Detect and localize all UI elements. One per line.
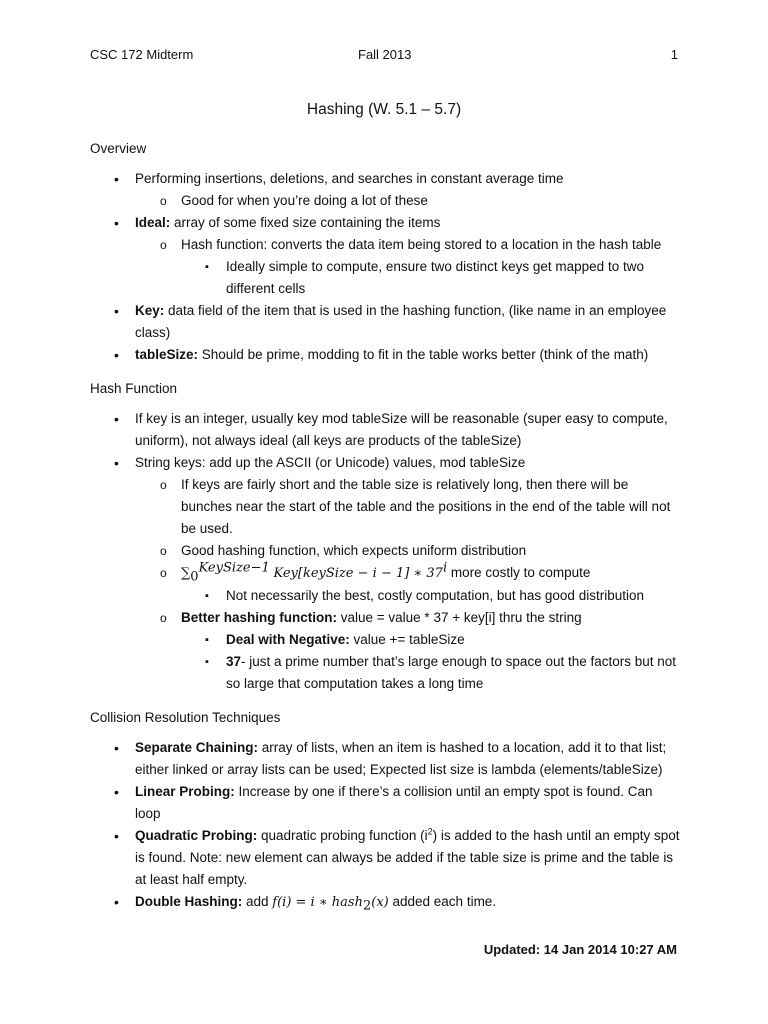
sum-body: Key[keySize − i − 1] ∗ 37 [273, 566, 443, 581]
list-item-text: String keys: add up the ASCII (or Unicode) values, mod tableSize [135, 455, 526, 470]
section-heading-overview: Overview [90, 141, 147, 156]
overview-list [90, 168, 680, 366]
list-item-text: Ideally simple to compute, ensure two distinct keys get mapped to two different cells [226, 259, 644, 296]
list-item-text: more costly to compute [447, 565, 591, 580]
list-item-text: - just a prime number that’s large enough to space out the factors but not so large that computation takes a long time [226, 654, 677, 691]
list-item-text: Good hashing function, which expects uniform distribution [181, 543, 527, 558]
list-item [90, 344, 680, 366]
list-item [90, 737, 680, 781]
list-item-text: array of some fixed size containing the items [170, 215, 441, 230]
list-item-text: value = value * 37 + key[i] thru the string [337, 610, 582, 625]
list-item-text: data field of the item that is used in the hashing function, (like name in an employee class) [135, 303, 667, 340]
list-item [90, 607, 680, 695]
list-item-text: If key is an integer, usually key mod tableSize will be reasonable (super easy to compute, uniform), not always ideal (all keys are products of the tableSize) [135, 411, 668, 448]
term-label: Double Hashing: [135, 894, 243, 909]
list-item [90, 452, 680, 695]
list-item [90, 651, 680, 695]
list-item-text: If keys are fairly short and the table size is relatively long, then there will be bunches near the start of the table and the positions in the end of the table will not be used. [181, 477, 671, 536]
list-item [90, 168, 680, 212]
list-item-text: Not necessarily the best, costly computation, but has good distribution [226, 588, 644, 603]
list-item [90, 234, 680, 300]
term-label: Separate Chaining: [135, 740, 259, 755]
list-item [90, 212, 680, 300]
list-item [90, 562, 680, 607]
list-item-text: Performing insertions, deletions, and searches in constant average time [135, 171, 564, 186]
formula-end: (x) [371, 895, 389, 910]
page-title: Hashing (W. 5.1 – 5.7) [306, 101, 462, 118]
updated-timestamp: Updated: 14 Jan 2014 10:27 AM [483, 942, 677, 957]
summation-formula [181, 560, 448, 585]
list-item-text: Should be prime, modding to fit in the table works better (think of the math) [198, 347, 649, 362]
list-item [90, 629, 680, 651]
term-label: Ideal: [135, 215, 171, 230]
list-item-text: array of lists, when an item is hashed to a location, add it to that list; either linked or array lists can be used; Expected list size is lambda (elements/tableSize) [135, 740, 667, 777]
list-item [90, 540, 680, 562]
list-item [90, 408, 680, 452]
list-item-text: quadratic probing function (i [257, 828, 428, 843]
list-item [90, 585, 680, 607]
page-header [90, 47, 678, 65]
list-item [90, 474, 680, 540]
term-label: Deal with Negative: [226, 632, 350, 647]
list-item-text: value += tableSize [349, 632, 465, 647]
sum-exponent: i [442, 560, 448, 576]
list-item-text: Good for when you’re doing a lot of these [181, 193, 428, 208]
hash-function-list [90, 408, 680, 695]
superscript: 2 [427, 826, 433, 837]
list-item-text: Hash function: converts the data item being stored to a location in the hash table [181, 237, 662, 252]
formula-subscript: 2 [362, 898, 372, 914]
list-item [90, 300, 680, 344]
section-heading-collision: Collision Resolution Techniques [90, 710, 281, 725]
list-item-text: added each time. [388, 894, 497, 909]
list-item [90, 190, 680, 212]
double-hash-formula: f(i) = i ∗ hash [272, 895, 363, 910]
sum-lower-bound: 0 [190, 569, 199, 585]
list-item-text: Increase by one if there’s a collision until an empty spot is found. Can loop [135, 784, 653, 821]
sum-upper-bound: KeySize−1 [198, 560, 270, 576]
list-item [90, 891, 680, 914]
term-label: Key: [135, 303, 165, 318]
term-label: Linear Probing: [135, 784, 235, 799]
term-label: Quadratic Probing: [135, 828, 258, 843]
list-item-text: ) is added to the hash until an empty spot is found. Note: new element can always be added if the table size is prime and the table is at least half empty. [135, 828, 680, 887]
list-item [90, 825, 680, 891]
document-body [90, 138, 680, 914]
term-label: Better hashing function: [181, 610, 337, 625]
sum-symbol: ∑ [181, 566, 191, 581]
collision-list [90, 737, 680, 914]
term-label: tableSize: [135, 347, 199, 362]
term-label: Fall 2013 [358, 47, 412, 62]
list-item [90, 781, 680, 825]
list-item-text: add [242, 894, 273, 909]
course-label: CSC 172 Midterm [90, 47, 194, 62]
list-item [90, 256, 680, 300]
section-heading-hash-function: Hash Function [90, 381, 178, 396]
page-number: 1 [670, 47, 678, 62]
term-label: 37 [226, 654, 242, 669]
